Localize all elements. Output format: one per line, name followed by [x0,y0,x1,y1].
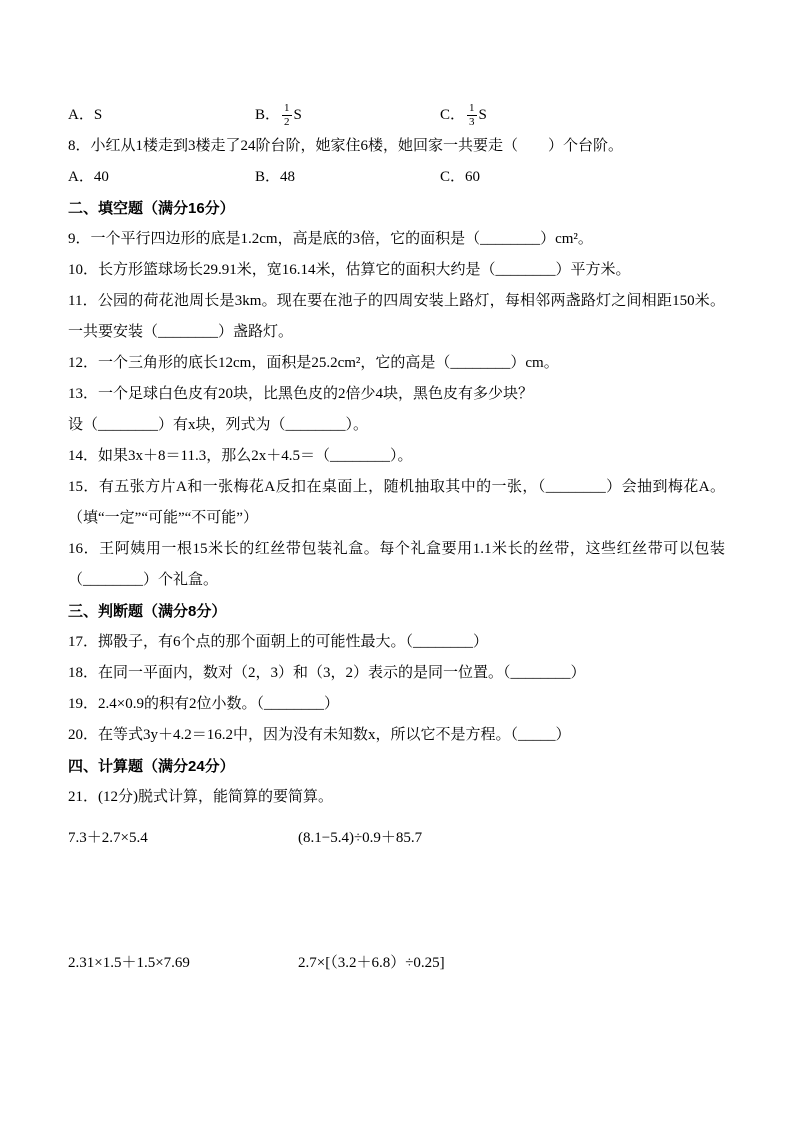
question-15: 15．有五张方片A和一张梅花A反扣在桌面上，随机抽取其中的一张，（________）会抽到梅花A。（填“一定”“可能”“不可能”） [68,479,725,526]
fraction-one-third [467,102,477,128]
section-3-heading: 三、判断题（满分8分） [68,603,227,620]
question-21: 21．(12分)脱式计算，能简算的要简算。 [68,789,333,805]
option-a [68,100,255,131]
calc-expression-3: 2.31×1.5＋1.5×7.69 [68,955,190,971]
option-b: B．48 [255,169,296,185]
calculation-row-2 [68,948,725,979]
option-b-suffix: S [293,107,302,123]
question-19: 19．2.4×0.9的积有2位小数。（________） [68,696,339,712]
fraction-denominator: 3 [469,116,475,128]
question-7-options [68,100,725,131]
question-14: 14．如果3x＋8＝11.3，那么2x＋4.5＝（________）。 [68,448,413,464]
fraction-numerator: 1 [284,102,290,115]
fraction-numerator: 1 [469,102,475,115]
option-b-prefix: B． [255,107,281,123]
option-a-label: A．S [68,107,103,123]
section-4-heading: 四、计算题（满分24分） [68,758,235,775]
option-b [255,100,440,131]
question-9: 9．一个平行四边形的底是1.2cm，高是底的3倍，它的面积是（________）cm²。 [68,231,593,247]
question-13-line1: 13．一个足球白色皮有20块，比黑色皮的2倍少4块，黑色皮有多少块？ [68,386,534,402]
question-16: 16．王阿姨用一根15米长的红丝带包装礼盒。每个礼盒要用1.1米长的丝带，这些红丝带可以包装（________）个礼盒。 [68,541,725,588]
fraction-one-half [282,102,292,128]
question-17: 17．掷骰子，有6个点的那个面朝上的可能性最大。（________） [68,634,489,650]
calculation-row-1 [68,823,725,854]
option-c [440,100,725,131]
fraction-denominator: 2 [284,116,290,128]
question-12: 12．一个三角形的底长12cm，面积是25.2cm²，它的高是（________）cm。 [68,355,559,371]
option-c: C．60 [440,169,481,185]
question-11: 11．公园的荷花池周长是3km。现在要在池子的四周安装上路灯，每相邻两盏路灯之间相距150米。一共要安装（________）盏路灯。 [68,293,725,340]
section-2-heading: 二、填空题（满分16分） [68,200,235,217]
calc-expression-1: 7.3＋2.7×5.4 [68,830,148,846]
calc-expression-2: (8.1−5.4)÷0.9＋85.7 [298,830,423,846]
question-10: 10．长方形篮球场长29.91米，宽16.14米，估算它的面积大约是（________）平方米。 [68,262,631,278]
question-20: 20．在等式3y＋4.2＝16.2中，因为没有未知数x，所以它不是方程。（_____） [68,727,571,743]
option-c-prefix: C． [440,107,466,123]
question-8-options [68,162,725,193]
calc-expression-4: 2.7×[（3.2＋6.8）÷0.25] [298,955,445,971]
question-8-text: 8．小红从1楼走到3楼走了24阶台阶，她家住6楼，她回家一共要走（ ）个台阶。 [68,138,624,154]
option-c-suffix: S [478,107,487,123]
option-a: A．40 [68,169,109,185]
question-13-line2: 设（________）有x块，列式为（________）。 [68,417,369,433]
question-18: 18．在同一平面内，数对（2，3）和（3，2）表示的是同一位置。（________） [68,665,586,681]
